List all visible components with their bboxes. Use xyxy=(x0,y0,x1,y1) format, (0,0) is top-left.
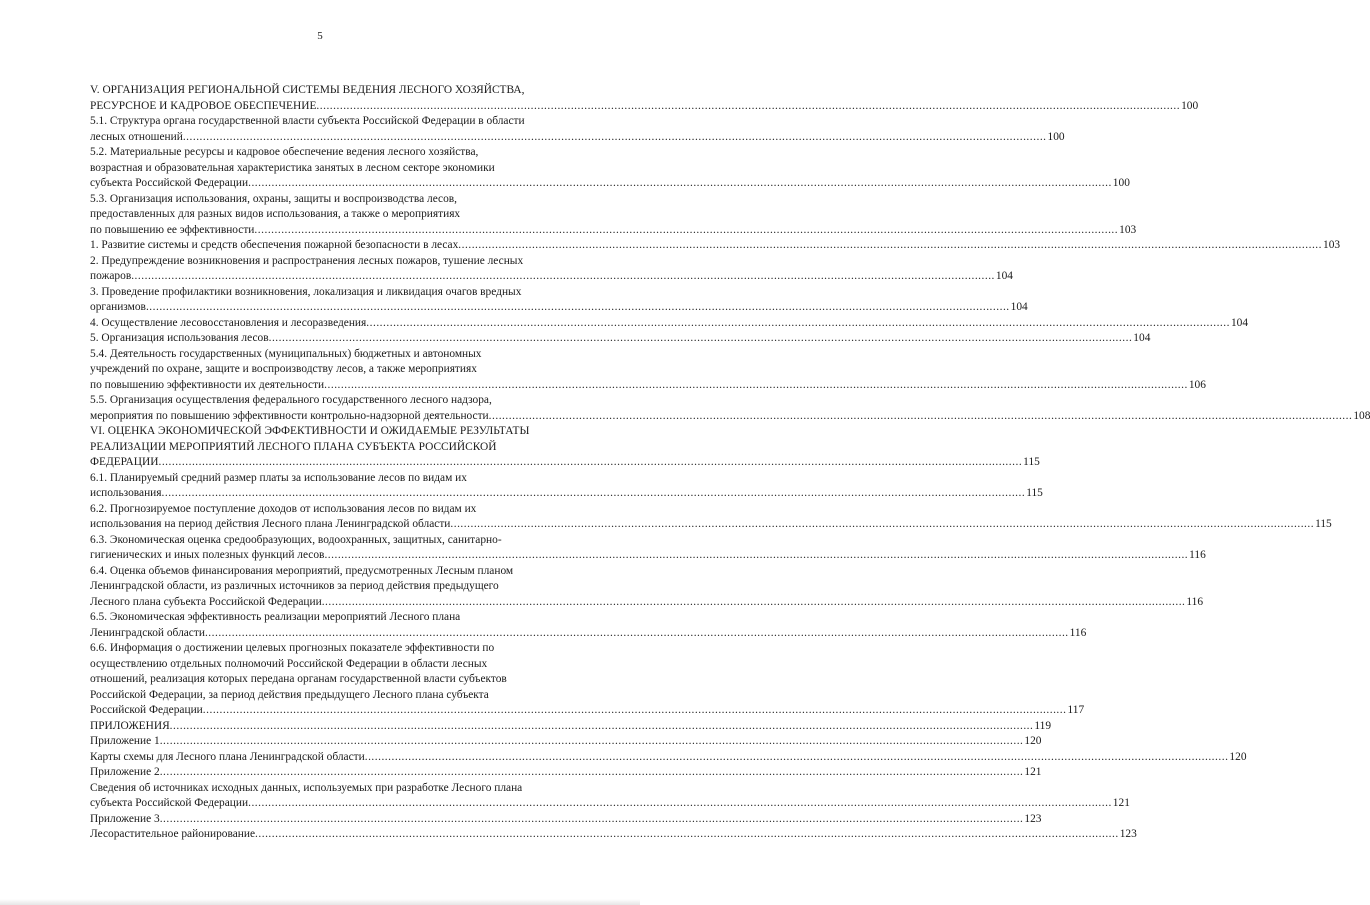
toc-page-number: 120 xyxy=(1024,735,1042,747)
toc-entry-line: предоставленных для разных видов использования, а также о мероприятиях xyxy=(90,208,461,220)
toc-page-number: 119 xyxy=(1034,719,1052,732)
toc-page-number: 100 xyxy=(1181,99,1199,112)
toc-page-number: 115 xyxy=(1026,487,1043,499)
toc-entry-last-line xyxy=(90,409,1370,425)
toc-entry-line: осуществлению отдельных полномочий Российской Федерации в области лесных xyxy=(90,657,488,670)
toc-entry xyxy=(90,781,1130,812)
toc-entry xyxy=(90,331,1151,347)
toc-entry-line: 5.3. Организация использования, охраны, защиты и воспроизводства лесов, xyxy=(90,192,458,205)
dot-leader xyxy=(324,548,1188,564)
dot-leader xyxy=(269,331,1133,347)
toc-entry-last-line xyxy=(90,796,1130,812)
toc-entry-title: 4. Осуществление лесовосстановления и лесоразведения xyxy=(90,316,367,329)
dot-leader xyxy=(203,703,1067,719)
toc-entry-line: 6.4. Оценка объемов финансирования мероприятий, предусмотренных Лесным планом xyxy=(90,564,514,577)
toc-entry-title: субъекта Российской Федерации xyxy=(90,177,249,189)
toc-page-number: 121 xyxy=(1024,766,1042,778)
toc-entry xyxy=(90,502,1332,533)
toc-entry xyxy=(90,827,1137,843)
toc-entry-line: отношений, реализация которых передана органам государственной власти субъектов xyxy=(90,673,507,685)
toc-entry-line: возрастная и образовательная характеристика занятых в лесном секторе экономики xyxy=(90,161,495,174)
toc-page-number: 103 xyxy=(1323,239,1341,251)
dot-leader xyxy=(248,796,1112,812)
toc-entry-title: ФЕДЕРАЦИИ xyxy=(90,456,159,468)
toc-entry-title: Карты схемы для Лесного плана Ленинградской области xyxy=(90,750,365,763)
toc-entry xyxy=(90,765,1042,781)
toc-entry-title: Лесорастительное районирование xyxy=(90,828,256,840)
toc-entry-last-line xyxy=(90,765,1042,781)
toc-entry-line: VI. ОЦЕНКА ЭКОНОМИЧЕСКОЙ ЭФФЕКТИВНОСТИ И ОЖИДАЕМЫЕ РЕЗУЛЬТАТЫ xyxy=(90,425,530,437)
toc-page-number: 116 xyxy=(1186,595,1204,608)
dot-leader xyxy=(489,409,1353,425)
toc-entry-line: учреждений по охране, защите и воспроизводству лесов, а также мероприятиях xyxy=(90,363,477,375)
dot-leader xyxy=(248,176,1112,192)
page-number: 5 xyxy=(317,30,323,42)
toc-page-number: 115 xyxy=(1023,456,1040,468)
toc-entry-title: Лесного плана субъекта Российской Федерации xyxy=(90,595,322,608)
toc-entry-last-line xyxy=(90,734,1042,750)
toc-entry-last-line xyxy=(90,316,1249,332)
toc-entry xyxy=(90,238,1341,254)
toc-page-number: 123 xyxy=(1024,812,1042,825)
dot-leader xyxy=(160,734,1024,750)
toc-entry-title: по повышению ее эффективности xyxy=(90,223,255,236)
dot-leader xyxy=(366,316,1230,332)
toc-entry-title: организмов xyxy=(90,301,146,313)
toc-entry-line: 3. Проведение профилактики возникновения, локализация и ликвидация очагов вредных xyxy=(90,285,522,298)
toc-entry-line: V. ОРГАНИЗАЦИЯ РЕГИОНАЛЬНОЙ СИСТЕМЫ ВЕДЕНИЯ ЛЕСНОГО ХОЗЯЙСТВА, xyxy=(90,84,525,96)
toc-entry-last-line xyxy=(90,238,1341,254)
toc-entry-title: Российской Федерации xyxy=(90,704,203,716)
toc-entry xyxy=(90,316,1249,332)
toc-page-number: 104 xyxy=(1133,332,1151,344)
scan-edge xyxy=(0,899,640,905)
toc-entry-line: Российской Федерации, за период действия предыдущего Лесного плана субъекта xyxy=(90,688,489,701)
toc-entry-line: РЕАЛИЗАЦИИ МЕРОПРИЯТИЙ ЛЕСНОГО ПЛАНА СУБЪЕКТА РОССИЙСКОЙ xyxy=(90,440,497,453)
toc-entry-last-line xyxy=(90,331,1151,347)
toc-entry xyxy=(90,750,1247,766)
toc-entry-title: пожаров xyxy=(90,270,132,282)
toc-entry-title: ПРИЛОЖЕНИЯ xyxy=(90,719,170,732)
toc-entry xyxy=(90,393,1370,424)
toc-entry xyxy=(90,145,1130,192)
toc-page-number: 104 xyxy=(1010,301,1028,313)
toc-entry-last-line xyxy=(90,486,1043,502)
toc-entry-last-line xyxy=(90,703,1085,719)
toc-entry-line: 5.2. Материальные ресурсы и кадровое обеспечение ведения лесного хозяйства, xyxy=(90,146,479,158)
toc-entry xyxy=(90,641,1085,719)
toc-entry-last-line xyxy=(90,99,1199,115)
toc-page-number: 108 xyxy=(1353,409,1370,422)
dot-leader xyxy=(183,130,1047,146)
dot-leader xyxy=(316,99,1180,115)
toc-page-number: 121 xyxy=(1112,797,1130,809)
toc-entry xyxy=(90,192,1137,239)
toc-entry-last-line xyxy=(90,626,1087,642)
toc-entry-title: использования на период действия Лесного плана Ленинградской области xyxy=(90,518,451,530)
toc-entry-title: 1. Развитие системы и средств обеспечения пожарной безопасности в лесах xyxy=(90,239,459,251)
toc-entry-title: 5. Организация использования лесов xyxy=(90,332,269,344)
toc-entry xyxy=(90,114,1065,145)
toc-page-number: 120 xyxy=(1229,750,1247,763)
toc-entry xyxy=(90,719,1052,735)
toc-entry-last-line xyxy=(90,176,1130,192)
toc-entry-last-line xyxy=(90,130,1065,146)
toc-entry xyxy=(90,734,1042,750)
dot-leader xyxy=(205,626,1069,642)
toc-entry xyxy=(90,564,1204,611)
dot-leader xyxy=(160,765,1024,781)
toc-entry xyxy=(90,471,1043,502)
toc-page-number: 115 xyxy=(1315,518,1332,530)
toc-page-number: 100 xyxy=(1047,130,1065,143)
toc-entry-title: Приложение 1 xyxy=(90,735,160,747)
toc-entry-line: Ленинградской области, из различных источников за период действия предыдущего xyxy=(90,580,499,592)
toc-entry-last-line xyxy=(90,455,1040,471)
toc-page-number: 116 xyxy=(1069,626,1087,639)
dot-leader xyxy=(324,378,1188,394)
dot-leader xyxy=(131,269,995,285)
toc-entry xyxy=(90,83,1199,114)
toc-entry-line: 6.6. Информация о достижении целевых прогнозных показателе эффективности по xyxy=(90,642,495,654)
toc-entry-title: мероприятия по повышению эффективности контрольно-надзорной деятельности xyxy=(90,409,489,422)
dot-leader xyxy=(450,517,1314,533)
toc-entry-title: РЕСУРСНОЕ И КАДРОВОЕ ОБЕСПЕЧЕНИЕ xyxy=(90,99,317,112)
toc-entry-last-line xyxy=(90,548,1206,564)
toc-entry-last-line xyxy=(90,223,1137,239)
toc-entry-title: лесных отношений xyxy=(90,130,183,143)
dot-leader xyxy=(160,812,1024,828)
toc-entry-title: гигиенических и иных полезных функций лесов xyxy=(90,549,325,561)
toc-page-number: 123 xyxy=(1119,828,1137,840)
toc-page-number: 116 xyxy=(1189,549,1206,561)
toc-entry-line: 5.4. Деятельность государственных (муниципальных) бюджетных и автономных xyxy=(90,347,482,360)
toc-entry-last-line xyxy=(90,750,1247,766)
dot-leader xyxy=(458,238,1322,254)
toc-entry-line: 5.5. Организация осуществления федерального государственного лесного надзора, xyxy=(90,394,492,406)
toc-entry xyxy=(90,285,1028,316)
toc-entry-line: 6.1. Планируемый средний размер платы за использование лесов по видам их xyxy=(90,471,467,484)
toc-entry xyxy=(90,254,1013,285)
toc-entry xyxy=(90,812,1042,828)
dot-leader xyxy=(162,486,1026,502)
toc-entry-last-line xyxy=(90,378,1206,394)
toc-entry-title: Приложение 2 xyxy=(90,766,160,778)
toc-entry-last-line xyxy=(90,517,1332,533)
dot-leader xyxy=(322,595,1186,611)
toc-entry-line: 6.3. Экономическая оценка средообразующих, водоохранных, защитных, санитарно- xyxy=(90,533,502,546)
toc-entry-line: Сведения об источниках исходных данных, используемых при разработке Лесного плана xyxy=(90,781,523,794)
toc-entry-title: использования xyxy=(90,487,162,499)
toc-page-number: 117 xyxy=(1067,704,1085,716)
toc-entry-last-line xyxy=(90,719,1052,735)
dot-leader xyxy=(170,719,1034,735)
dot-leader xyxy=(255,827,1119,843)
dot-leader xyxy=(365,750,1229,766)
toc-entry-title: субъекта Российской Федерации xyxy=(90,797,249,809)
toc-entry-last-line xyxy=(90,269,1013,285)
toc-page-number: 100 xyxy=(1112,177,1130,189)
table-of-contents xyxy=(90,83,1370,843)
dot-leader xyxy=(158,455,1022,471)
toc-entry-line: 6.2. Прогнозируемое поступление доходов от использования лесов по видам их xyxy=(90,502,477,515)
toc-entry-last-line xyxy=(90,595,1204,611)
toc-entry-line: 2. Предупреждение возникновения и распространения лесных пожаров, тушение лесных xyxy=(90,254,524,267)
toc-entry-line: 6.5. Экономическая эффективность реализации мероприятий Лесного плана xyxy=(90,611,461,623)
toc-entry-last-line xyxy=(90,300,1028,316)
toc-entry-last-line xyxy=(90,812,1042,828)
toc-entry xyxy=(90,533,1206,564)
toc-page-number: 106 xyxy=(1188,378,1206,391)
toc-entry-title: Приложение 3 xyxy=(90,812,160,825)
toc-page-number: 104 xyxy=(995,270,1013,282)
toc-entry xyxy=(90,347,1206,394)
toc-entry-title: Ленинградской области xyxy=(90,626,205,639)
toc-page-number: 103 xyxy=(1119,223,1137,236)
dot-leader xyxy=(146,300,1010,316)
toc-entry-last-line xyxy=(90,827,1137,843)
dot-leader xyxy=(254,223,1118,239)
toc-entry xyxy=(90,610,1087,641)
toc-page-number: 104 xyxy=(1230,316,1249,329)
toc-entry xyxy=(90,424,1040,471)
toc-entry-title: по повышению эффективности их деятельности xyxy=(90,378,325,391)
toc-entry-line: 5.1. Структура органа государственной власти субъекта Российской Федерации в области xyxy=(90,115,525,127)
